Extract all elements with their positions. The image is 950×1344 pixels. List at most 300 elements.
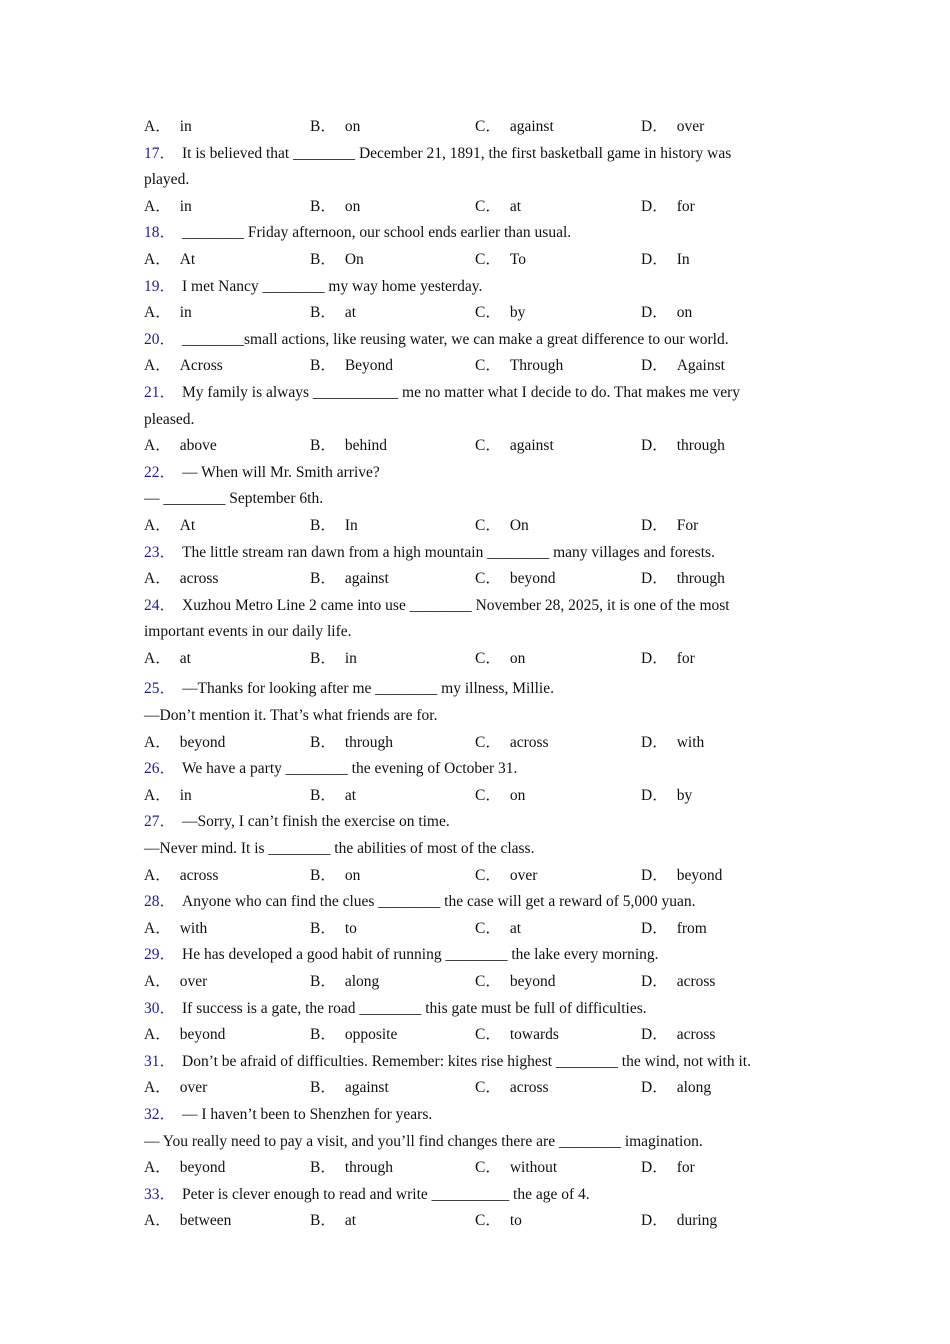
option-letter: C． — [475, 197, 501, 215]
option-b[interactable] — [310, 1022, 397, 1049]
question-text: I met Nancy ________ my way home yesterday. — [182, 277, 483, 295]
option-b[interactable] — [310, 353, 393, 380]
option-a[interactable] — [144, 916, 207, 943]
question-text: The little stream ran dawn from a high mountain ________ many villages and forests. — [182, 543, 715, 561]
option-text: across — [179, 570, 219, 588]
option-letter: A． — [144, 250, 171, 268]
question-number: 30 — [144, 999, 160, 1017]
option-b[interactable] — [310, 916, 357, 943]
question-text: important events in our daily life. — [144, 623, 352, 641]
option-text: beyond — [179, 1159, 226, 1177]
option-b[interactable] — [310, 433, 387, 460]
option-a[interactable] — [144, 300, 192, 327]
question-number: 24 — [144, 596, 160, 614]
option-text: opposite — [344, 1026, 398, 1044]
option-text: across — [676, 973, 716, 990]
option-d[interactable] — [641, 1022, 715, 1049]
question-number: 20 — [144, 330, 160, 348]
option-c[interactable] — [475, 300, 525, 327]
option-letter: C． — [475, 649, 501, 667]
option-letter: C． — [475, 357, 501, 375]
option-letter: B． — [310, 733, 336, 751]
option-text: between — [179, 1212, 232, 1230]
option-letter: B． — [310, 866, 336, 884]
option-c[interactable] — [475, 194, 521, 221]
option-letter: A． — [144, 118, 171, 135]
option-letter: C． — [475, 304, 501, 322]
option-text: across — [509, 733, 549, 751]
option-letter: C． — [475, 1079, 501, 1097]
option-text: Beyond — [344, 357, 394, 375]
question-number-separator: ． — [159, 893, 176, 911]
question-line — [144, 380, 824, 407]
option-d[interactable] — [641, 969, 715, 996]
option-text: along — [344, 973, 380, 990]
option-letter: B． — [310, 250, 336, 268]
option-d[interactable] — [641, 300, 692, 327]
question-number: 23 — [144, 543, 160, 561]
option-text: against — [509, 437, 554, 455]
option-d[interactable] — [641, 1075, 711, 1102]
options-row — [144, 300, 824, 327]
question-continuation — [144, 836, 824, 863]
option-c[interactable] — [475, 1022, 559, 1049]
option-b[interactable] — [310, 646, 357, 673]
option-b[interactable] — [310, 863, 360, 890]
options-row — [144, 1022, 824, 1049]
worksheet-page — [144, 114, 824, 1235]
options-row — [144, 433, 824, 460]
option-letter: C． — [475, 1026, 501, 1044]
option-b[interactable] — [310, 513, 358, 540]
option-text: on — [676, 304, 693, 322]
question-line — [144, 220, 824, 247]
option-a[interactable] — [144, 353, 223, 380]
question-text: pleased. — [144, 410, 195, 428]
question-line — [144, 593, 824, 620]
question-number: 22 — [144, 463, 160, 481]
option-text: by — [509, 304, 526, 322]
question-block — [144, 942, 824, 995]
option-letter: B． — [310, 1079, 336, 1097]
question-block — [144, 460, 824, 540]
option-text: at — [179, 649, 191, 667]
option-letter: B． — [310, 1026, 336, 1044]
option-a[interactable] — [144, 247, 195, 274]
option-letter: D． — [641, 649, 668, 667]
option-text: to — [344, 919, 357, 937]
question-continuation — [144, 486, 824, 513]
question-text: We have a party ________ the evening of October 31. — [182, 760, 518, 778]
question-number: 32 — [144, 1105, 160, 1123]
option-c[interactable] — [475, 863, 537, 890]
option-text: In — [676, 250, 690, 268]
option-letter: A． — [144, 437, 171, 455]
question-number-separator: ． — [159, 330, 176, 348]
option-c[interactable] — [475, 1208, 522, 1235]
option-b[interactable] — [310, 300, 356, 327]
question-continuation — [144, 407, 824, 434]
option-letter: B． — [310, 786, 336, 804]
option-letter: D． — [641, 304, 668, 322]
option-text: behind — [344, 437, 388, 455]
question-line — [144, 274, 824, 301]
option-c[interactable] — [475, 1155, 557, 1182]
question-number: 17 — [144, 144, 160, 162]
option-a[interactable] — [144, 783, 192, 810]
option-a[interactable] — [144, 730, 225, 757]
question-line — [144, 460, 824, 487]
option-c[interactable] — [475, 730, 549, 757]
option-a[interactable] — [144, 513, 195, 540]
option-text: against — [344, 1079, 389, 1097]
option-text: To — [509, 250, 526, 268]
option-text: At — [179, 516, 196, 534]
option-text: for — [676, 197, 695, 215]
options-row — [144, 353, 824, 380]
option-b[interactable] — [310, 566, 389, 593]
question-number: 26 — [144, 760, 160, 778]
option-letter: D． — [641, 973, 668, 990]
option-text: Through — [509, 357, 564, 375]
question-number-separator: ． — [159, 946, 176, 964]
question-number-separator: ． — [159, 1105, 176, 1123]
option-text: in — [179, 786, 192, 804]
option-c[interactable] — [475, 433, 554, 460]
question-text: — I haven’t been to Shenzhen for years. — [182, 1105, 433, 1123]
question-number-separator: ． — [159, 277, 176, 295]
option-text: On — [509, 516, 529, 534]
option-letter: C． — [475, 250, 501, 268]
option-text: against — [344, 570, 389, 588]
question-text: —Don’t mention it. That’s what friends are for. — [144, 707, 438, 725]
question-number: 29 — [144, 946, 160, 964]
option-d[interactable] — [641, 646, 695, 673]
option-b[interactable] — [310, 114, 360, 141]
question-line — [144, 1182, 824, 1209]
option-c[interactable] — [475, 513, 529, 540]
option-text: above — [179, 437, 217, 455]
option-letter: A． — [144, 1159, 171, 1177]
option-a[interactable] — [144, 433, 217, 460]
option-letter: D． — [641, 197, 668, 215]
question-number-separator: ． — [159, 144, 176, 162]
question-block — [144, 996, 824, 1049]
option-letter: A． — [144, 570, 171, 588]
option-d[interactable] — [641, 513, 698, 540]
option-text: on — [344, 866, 361, 884]
question-number-separator: ． — [159, 1185, 176, 1203]
option-a[interactable] — [144, 566, 218, 593]
option-letter: D． — [641, 250, 668, 268]
option-letter: D． — [641, 570, 668, 588]
option-a[interactable] — [144, 1022, 225, 1049]
question-block — [144, 1182, 824, 1235]
question-text: If success is a gate, the road ________ this gate must be full of difficulties. — [182, 999, 647, 1017]
option-letter: C． — [475, 118, 501, 135]
option-letter: D． — [641, 437, 668, 455]
options-row — [144, 916, 824, 943]
question-line — [144, 676, 824, 703]
option-letter: D． — [641, 1026, 668, 1044]
option-letter: C． — [475, 570, 501, 588]
question-number: 28 — [144, 893, 160, 911]
question-text: ________ Friday afternoon, our school ends earlier than usual. — [182, 224, 572, 242]
question-text: — You really need to pay a visit, and you’ll find changes there are ________ imagination. — [144, 1132, 703, 1150]
option-letter: A． — [144, 866, 171, 884]
options-row — [144, 566, 824, 593]
option-text: For — [676, 516, 699, 534]
option-letter: D． — [641, 786, 668, 804]
options-row — [144, 1208, 824, 1235]
option-text: on — [344, 118, 361, 135]
option-letter: D． — [641, 118, 668, 135]
options-row — [144, 114, 824, 141]
option-a[interactable] — [144, 969, 207, 996]
option-letter: A． — [144, 786, 171, 804]
question-block — [144, 809, 824, 889]
option-a[interactable] — [144, 863, 218, 890]
option-text: Against — [676, 357, 725, 375]
option-letter: B． — [310, 649, 336, 667]
question-number-separator: ． — [159, 999, 176, 1017]
option-a[interactable] — [144, 1208, 231, 1235]
option-text: at — [344, 1212, 357, 1230]
question-block — [144, 889, 824, 942]
question-block — [144, 220, 824, 273]
option-text: At — [179, 250, 196, 268]
option-letter: A． — [144, 304, 171, 322]
option-c[interactable] — [475, 916, 521, 943]
option-text: on — [509, 649, 526, 667]
option-text: beyond — [179, 733, 226, 751]
option-letter: B． — [310, 304, 336, 322]
option-text: through — [344, 733, 394, 751]
question-text: It is believed that ________ December 21, 1891, the first basketball game in history was — [182, 144, 732, 162]
question-line — [144, 1049, 824, 1076]
option-text: for — [676, 649, 695, 667]
option-text: for — [676, 1159, 695, 1177]
question-block — [144, 114, 824, 141]
option-text: over — [179, 973, 208, 990]
option-text: In — [344, 516, 358, 534]
option-c[interactable] — [475, 353, 563, 380]
question-text: played. — [144, 171, 190, 189]
option-text: from — [676, 919, 707, 937]
options-row — [144, 513, 824, 540]
options-row — [144, 863, 824, 890]
option-d[interactable] — [641, 114, 704, 141]
option-letter: C． — [475, 866, 501, 884]
question-block — [144, 593, 824, 677]
option-letter: A． — [144, 649, 171, 667]
options-row — [144, 1075, 824, 1102]
option-text: at — [509, 197, 522, 215]
question-block — [144, 676, 824, 756]
option-letter: B． — [310, 357, 336, 375]
question-continuation — [144, 703, 824, 730]
option-letter: D． — [641, 919, 668, 937]
question-line — [144, 809, 824, 836]
option-text: on — [344, 197, 361, 215]
option-letter: B． — [310, 919, 336, 937]
option-text: at — [509, 919, 522, 937]
question-block — [144, 141, 824, 221]
option-text: over — [509, 866, 538, 884]
option-b[interactable] — [310, 1075, 389, 1102]
question-text: — When will Mr. Smith arrive? — [182, 463, 380, 481]
question-text: My family is always ___________ me no matter what I decide to do. That makes me very — [182, 383, 741, 401]
option-letter: C． — [475, 733, 501, 751]
option-text: against — [509, 118, 554, 135]
question-line — [144, 996, 824, 1023]
option-text: at — [344, 304, 357, 322]
option-d[interactable] — [641, 433, 725, 460]
option-letter: C． — [475, 786, 501, 804]
option-c[interactable] — [475, 114, 554, 141]
option-letter: B． — [310, 1212, 336, 1230]
option-text: On — [344, 250, 364, 268]
question-block — [144, 756, 824, 809]
option-d[interactable] — [641, 247, 690, 274]
question-line — [144, 540, 824, 567]
option-a[interactable] — [144, 1155, 225, 1182]
question-number-separator: ． — [159, 224, 176, 242]
option-text: through — [344, 1159, 394, 1177]
question-line — [144, 327, 824, 354]
option-b[interactable] — [310, 194, 360, 221]
option-letter: B． — [310, 516, 336, 534]
option-letter: A． — [144, 973, 171, 990]
option-letter: D． — [641, 1159, 668, 1177]
option-text: by — [676, 786, 693, 804]
option-c[interactable] — [475, 646, 525, 673]
option-letter: A． — [144, 733, 171, 751]
option-text: over — [179, 1079, 208, 1097]
option-letter: A． — [144, 1212, 171, 1230]
option-text: without — [509, 1159, 558, 1177]
option-a[interactable] — [144, 1075, 207, 1102]
question-text: Don’t be afraid of difficulties. Remember: kites rise highest ________ the wind, not with it. — [182, 1052, 751, 1070]
option-letter: C． — [475, 1212, 501, 1230]
options-row — [144, 247, 824, 274]
question-line — [144, 756, 824, 783]
option-b[interactable] — [310, 1155, 393, 1182]
question-number-separator: ． — [159, 680, 176, 698]
option-b[interactable] — [310, 1208, 356, 1235]
question-text: —Thanks for looking after me ________ my illness, Millie. — [182, 680, 554, 698]
option-c[interactable] — [475, 566, 555, 593]
options-row — [144, 730, 824, 757]
question-text: ________small actions, like reusing water, we can make a great difference to our world. — [182, 330, 729, 348]
option-text: in — [179, 118, 192, 135]
option-text: across — [509, 1079, 549, 1097]
option-d[interactable] — [641, 353, 725, 380]
option-d[interactable] — [641, 863, 722, 890]
option-text: beyond — [676, 866, 723, 884]
option-d[interactable] — [641, 194, 695, 221]
option-letter: C． — [475, 1159, 501, 1177]
option-text: to — [509, 1212, 522, 1230]
question-number: 27 — [144, 813, 160, 831]
question-block — [144, 274, 824, 327]
options-row — [144, 783, 824, 810]
question-number-separator: ． — [159, 383, 176, 401]
question-text: Anyone who can find the clues ________ the case will get a reward of 5,000 yuan. — [182, 893, 696, 911]
question-text: He has developed a good habit of running ________ the lake every morning. — [182, 946, 659, 964]
options-row — [144, 969, 824, 996]
question-line — [144, 942, 824, 969]
option-text: through — [676, 437, 725, 455]
option-text: at — [344, 786, 357, 804]
question-block — [144, 1102, 824, 1182]
option-b[interactable] — [310, 247, 364, 274]
option-text: with — [179, 919, 208, 937]
option-text: over — [676, 118, 705, 135]
option-c[interactable] — [475, 969, 555, 996]
option-letter: B． — [310, 1159, 336, 1177]
question-text: Xuzhou Metro Line 2 came into use ________ November 28, 2025, it is one of the most — [182, 596, 730, 614]
question-number-separator: ． — [159, 463, 176, 481]
question-line — [144, 141, 824, 168]
question-number-separator: ． — [159, 813, 176, 831]
option-a[interactable] — [144, 114, 192, 141]
option-a[interactable] — [144, 646, 191, 673]
option-letter: B． — [310, 570, 336, 588]
question-line — [144, 889, 824, 916]
option-c[interactable] — [475, 247, 526, 274]
question-text: — ________ September 6th. — [144, 490, 324, 508]
question-text: —Sorry, I can’t finish the exercise on time. — [182, 813, 450, 831]
question-block — [144, 380, 824, 460]
option-text: through — [676, 570, 725, 588]
option-text: beyond — [509, 973, 556, 990]
option-d[interactable] — [641, 566, 725, 593]
question-number: 31 — [144, 1052, 160, 1070]
option-letter: C． — [475, 919, 501, 937]
question-block — [144, 327, 824, 380]
option-b[interactable] — [310, 969, 379, 996]
option-letter: D． — [641, 516, 668, 534]
option-text: with — [676, 733, 705, 751]
option-d[interactable] — [641, 730, 704, 757]
option-letter: A． — [144, 1079, 171, 1097]
option-d[interactable] — [641, 783, 692, 810]
option-c[interactable] — [475, 1075, 549, 1102]
option-b[interactable] — [310, 783, 356, 810]
question-number-separator: ． — [159, 596, 176, 614]
option-letter: A． — [144, 919, 171, 937]
option-letter: A． — [144, 1026, 171, 1044]
option-d[interactable] — [641, 1155, 695, 1182]
question-number: 19 — [144, 277, 160, 295]
option-d[interactable] — [641, 1208, 717, 1235]
option-a[interactable] — [144, 194, 192, 221]
option-letter: D． — [641, 733, 668, 751]
option-letter: D． — [641, 1212, 668, 1230]
option-letter: D． — [641, 357, 668, 375]
question-line — [144, 1102, 824, 1129]
option-letter: D． — [641, 1079, 668, 1097]
question-block — [144, 540, 824, 593]
option-c[interactable] — [475, 783, 525, 810]
option-d[interactable] — [641, 916, 707, 943]
question-text: —Never mind. It is ________ the abilities of most of the class. — [144, 840, 535, 858]
option-letter: B． — [310, 197, 336, 215]
option-letter: A． — [144, 197, 171, 215]
options-row — [144, 1155, 824, 1182]
option-b[interactable] — [310, 730, 393, 757]
